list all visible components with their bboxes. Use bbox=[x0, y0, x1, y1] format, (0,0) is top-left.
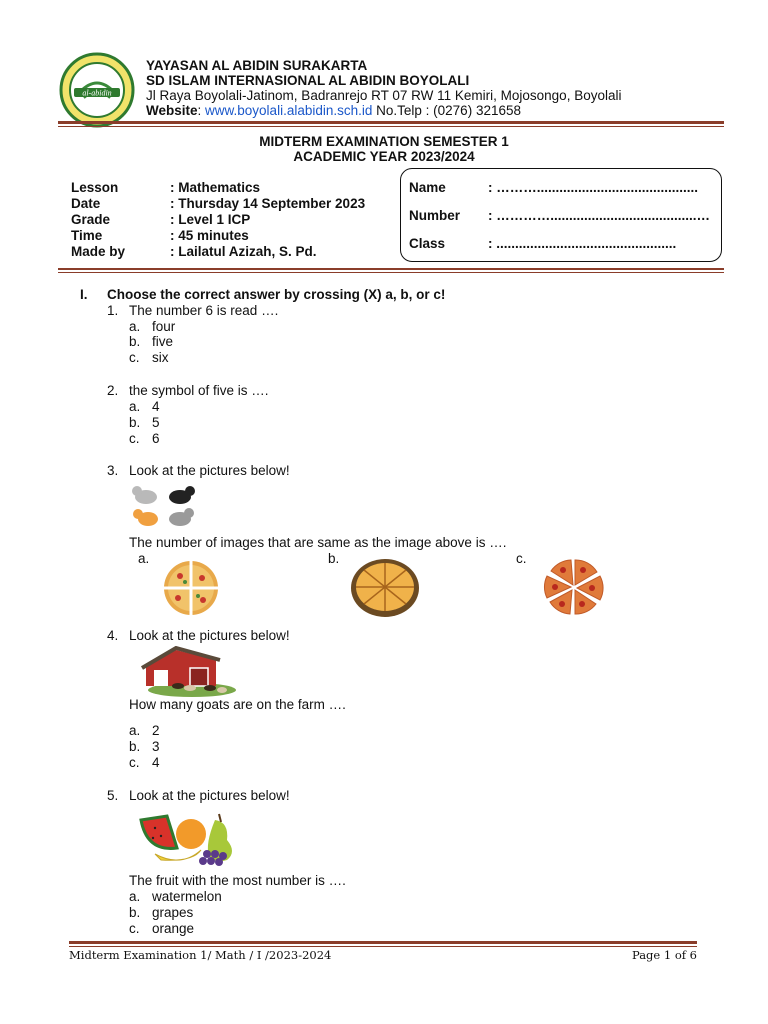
option-text[interactable]: 4 bbox=[152, 399, 160, 414]
info-value: : 45 minutes bbox=[170, 228, 249, 243]
section-instruction: Choose the correct answer by crossing (X) a, b, or c! bbox=[107, 287, 446, 302]
option-key: a. bbox=[129, 319, 141, 334]
option-key[interactable]: b. bbox=[328, 551, 340, 566]
name-label: Name bbox=[409, 180, 446, 195]
option-text[interactable]: orange bbox=[152, 921, 195, 936]
info-value: : Mathematics bbox=[170, 180, 261, 195]
farm-picture bbox=[132, 646, 236, 698]
question-number: 4. bbox=[107, 628, 119, 643]
option-key: b. bbox=[129, 334, 141, 349]
option-key: a. bbox=[129, 399, 141, 414]
info-value: : Lailatul Azizah, S. Pd. bbox=[170, 244, 317, 259]
info-divider-thin bbox=[58, 272, 724, 273]
class-field[interactable]: : ................................................ bbox=[488, 236, 677, 251]
option-key: b. bbox=[129, 905, 141, 920]
question-text: The number 6 is read …. bbox=[129, 303, 279, 318]
website-label: Website bbox=[146, 103, 198, 118]
option-text[interactable]: four bbox=[152, 319, 176, 334]
info-label: Made by bbox=[71, 244, 126, 259]
pizza-option-b-image[interactable] bbox=[350, 558, 420, 618]
header-divider-thin bbox=[58, 126, 724, 127]
option-text[interactable]: six bbox=[152, 350, 169, 365]
option-key: c. bbox=[129, 755, 140, 770]
fruits-picture bbox=[137, 808, 249, 868]
question-text: Look at the pictures below! bbox=[129, 628, 290, 643]
class-label: Class bbox=[409, 236, 446, 251]
option-key: a. bbox=[129, 723, 141, 738]
page-indicator: Page 1 of 6 bbox=[631, 948, 697, 962]
info-divider bbox=[58, 268, 724, 270]
option-key: c. bbox=[129, 350, 140, 365]
question-number: 5. bbox=[107, 788, 119, 803]
option-text[interactable]: 2 bbox=[152, 723, 160, 738]
contact-line: Website: www.boyolali.alabidin.sch.id No.Telp : (0276) 321658 bbox=[146, 103, 521, 118]
footer-divider bbox=[69, 941, 697, 944]
name-field[interactable]: : ………........................................... bbox=[488, 180, 699, 195]
option-key: a. bbox=[129, 889, 141, 904]
question-text: Look at the pictures below! bbox=[129, 463, 290, 478]
svg-text:al-abidin: al-abidin bbox=[82, 88, 112, 98]
question-number: 1. bbox=[107, 303, 119, 318]
question-number: 3. bbox=[107, 463, 119, 478]
option-key[interactable]: a. bbox=[138, 551, 150, 566]
phone-number: No.Telp : (0276) 321658 bbox=[376, 103, 521, 118]
option-text[interactable]: 3 bbox=[152, 739, 160, 754]
question-prompt: The fruit with the most number is …. bbox=[129, 873, 346, 888]
header-divider bbox=[58, 121, 724, 124]
option-text[interactable]: 5 bbox=[152, 415, 160, 430]
option-text[interactable]: grapes bbox=[152, 905, 194, 920]
info-label: Time bbox=[71, 228, 103, 243]
number-field[interactable]: : ………….......................................… bbox=[488, 208, 711, 223]
option-key: c. bbox=[129, 921, 140, 936]
question-prompt: The number of images that are same as the image above is …. bbox=[129, 535, 507, 550]
question-text: Look at the pictures below! bbox=[129, 788, 290, 803]
exam-title: MIDTERM EXAMINATION SEMESTER 1 bbox=[259, 134, 509, 149]
footer-left: Midterm Examination 1/ Math / I /2023-2024 bbox=[69, 948, 332, 962]
school-logo bbox=[58, 52, 136, 128]
section-number: I. bbox=[80, 287, 88, 302]
info-label: Date bbox=[71, 196, 101, 211]
school-name: SD ISLAM INTERNASIONAL AL ABIDIN BOYOLALI bbox=[146, 73, 470, 88]
info-label: Grade bbox=[71, 212, 111, 227]
option-key[interactable]: c. bbox=[516, 551, 527, 566]
pizza-option-a-image[interactable] bbox=[158, 560, 224, 616]
option-key: c. bbox=[129, 431, 140, 446]
school-address: Jl Raya Boyolali-Jatinom, Badranrejo RT 07 RW 11 Kemiri, Mojosongo, Boyolali bbox=[146, 88, 622, 103]
option-key: b. bbox=[129, 739, 141, 754]
academic-year: ACADEMIC YEAR 2023/2024 bbox=[293, 149, 475, 164]
option-text[interactable]: 4 bbox=[152, 755, 160, 770]
option-text[interactable]: five bbox=[152, 334, 174, 349]
info-value: : Thursday 14 September 2023 bbox=[170, 196, 366, 211]
info-value: : Level 1 ICP bbox=[170, 212, 251, 227]
website-link[interactable]: www.boyolali.alabidin.sch.id bbox=[205, 103, 373, 118]
option-key: b. bbox=[129, 415, 141, 430]
question-text: the symbol of five is …. bbox=[129, 383, 269, 398]
pizza-option-c-image[interactable] bbox=[540, 558, 610, 616]
info-label: Lesson bbox=[71, 180, 119, 195]
option-text[interactable]: watermelon bbox=[152, 889, 222, 904]
option-text[interactable]: 6 bbox=[152, 431, 160, 446]
cats-picture bbox=[130, 482, 198, 530]
footer-divider-thin bbox=[69, 946, 697, 947]
question-prompt: How many goats are on the farm …. bbox=[129, 697, 346, 712]
foundation-name: YAYASAN AL ABIDIN SURAKARTA bbox=[146, 58, 368, 73]
question-number: 2. bbox=[107, 383, 119, 398]
number-label: Number bbox=[409, 208, 461, 223]
